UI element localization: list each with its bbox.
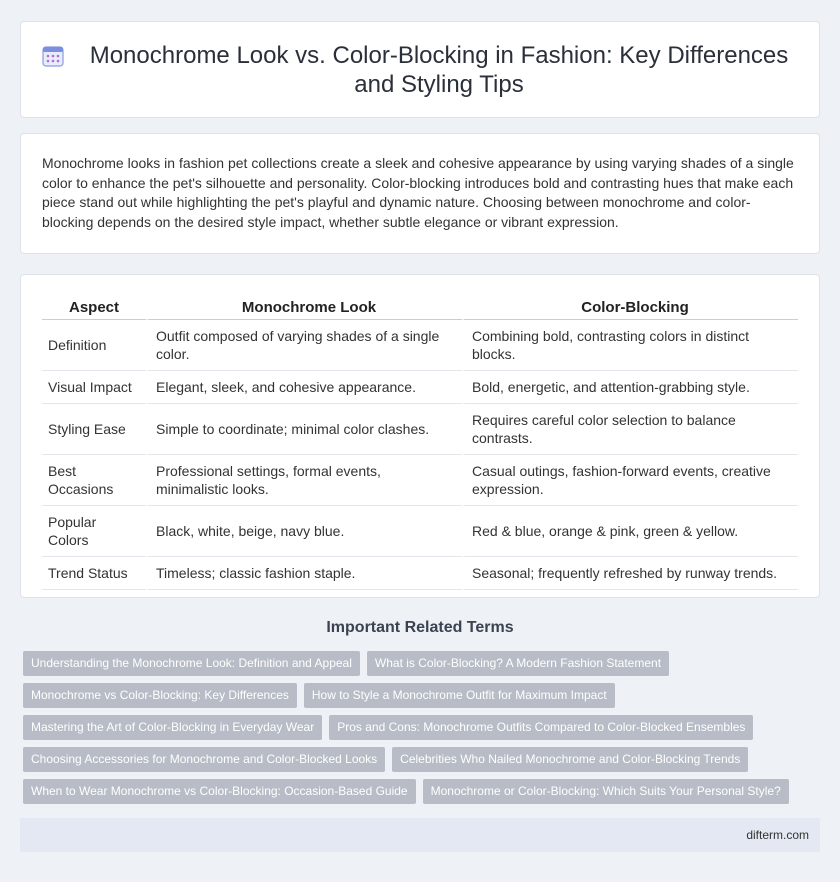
cell-monochrome: Elegant, sleek, and cohesive appearance.	[146, 371, 462, 404]
related-term-tag[interactable]: Understanding the Monochrome Look: Definition and Appeal	[23, 651, 360, 676]
cell-monochrome: Simple to coordinate; minimal color clashes.	[146, 404, 462, 455]
intro-card	[20, 133, 820, 254]
related-term-tag[interactable]: Choosing Accessories for Monochrome and Color-Blocked Looks	[23, 747, 385, 772]
related-term-tag[interactable]: Celebrities Who Nailed Monochrome and Color-Blocking Trends	[392, 747, 748, 772]
cell-aspect: Visual Impact	[42, 371, 146, 404]
tag-row	[23, 651, 813, 676]
cell-color-blocking: Seasonal; frequently refreshed by runway trends.	[462, 557, 798, 590]
cell-aspect: Trend Status	[42, 557, 146, 590]
table-row	[42, 506, 798, 557]
cell-monochrome: Timeless; classic fashion staple.	[146, 557, 462, 590]
intro-paragraph: Monochrome looks in fashion pet collections create a sleek and cohesive appearance by using varying shades of a single color to enhance the pet's silhouette and personality. Color-blocking introduces bold and contrasting hues that make each piece stand out while highlighting the pet's playful and dynamic nature. Choosing between monochrome and color-blocking depends on the desired style impact, whether subtle elegance or vibrant expression.	[42, 155, 794, 230]
cell-aspect: Popular Colors	[42, 506, 146, 557]
related-terms-title: Important Related Terms	[326, 619, 514, 636]
cell-color-blocking: Bold, energetic, and attention-grabbing style.	[462, 371, 798, 404]
cell-monochrome: Professional settings, formal events, minimalistic looks.	[146, 455, 462, 506]
tag-row	[23, 715, 813, 740]
cell-monochrome: Outfit composed of varying shades of a single color.	[146, 320, 462, 371]
header-aspect: Aspect	[42, 297, 146, 320]
tag-row	[23, 747, 813, 772]
table-row	[42, 320, 798, 371]
related-term-tag[interactable]: Monochrome vs Color-Blocking: Key Differences	[23, 683, 297, 708]
cell-aspect: Styling Ease	[42, 404, 146, 455]
cell-monochrome: Black, white, beige, navy blue.	[146, 506, 462, 557]
table-header-row	[42, 297, 798, 320]
tag-row	[23, 779, 813, 804]
table-row	[42, 404, 798, 455]
related-term-tag[interactable]: Monochrome or Color-Blocking: Which Suits Your Personal Style?	[423, 779, 789, 804]
related-term-tag[interactable]: What is Color-Blocking? A Modern Fashion Statement	[367, 651, 669, 676]
header-monochrome: Monochrome Look	[146, 297, 462, 320]
cell-color-blocking: Requires careful color selection to balance contrasts.	[462, 404, 798, 455]
tag-row	[23, 683, 813, 708]
cell-aspect: Best Occasions	[42, 455, 146, 506]
table-row	[42, 455, 798, 506]
cell-color-blocking: Red & blue, orange & pink, green & yellow.	[462, 506, 798, 557]
table-row	[42, 557, 798, 590]
related-term-tag[interactable]: When to Wear Monochrome vs Color-Blocking: Occasion-Based Guide	[23, 779, 416, 804]
header-card	[20, 21, 820, 118]
related-terms-list	[23, 651, 813, 811]
table-row	[42, 371, 798, 404]
footer	[20, 818, 820, 852]
comparison-card	[20, 274, 820, 598]
header-color-blocking: Color-Blocking	[462, 297, 798, 320]
comparison-table	[42, 297, 798, 590]
cell-color-blocking: Casual outings, fashion-forward events, creative expression.	[462, 455, 798, 506]
calendar-grid-icon	[41, 44, 65, 68]
cell-color-blocking: Combining bold, contrasting colors in distinct blocks.	[462, 320, 798, 371]
related-term-tag[interactable]: Mastering the Art of Color-Blocking in Everyday Wear	[23, 715, 322, 740]
related-term-tag[interactable]: How to Style a Monochrome Outfit for Maximum Impact	[304, 683, 615, 708]
footer-site-name[interactable]: difterm.com	[746, 828, 809, 842]
page-title: Monochrome Look vs. Color-Blocking in Fashion: Key Differences and Styling Tips	[89, 41, 789, 98]
related-term-tag[interactable]: Pros and Cons: Monochrome Outfits Compared to Color-Blocked Ensembles	[329, 715, 753, 740]
cell-aspect: Definition	[42, 320, 146, 371]
